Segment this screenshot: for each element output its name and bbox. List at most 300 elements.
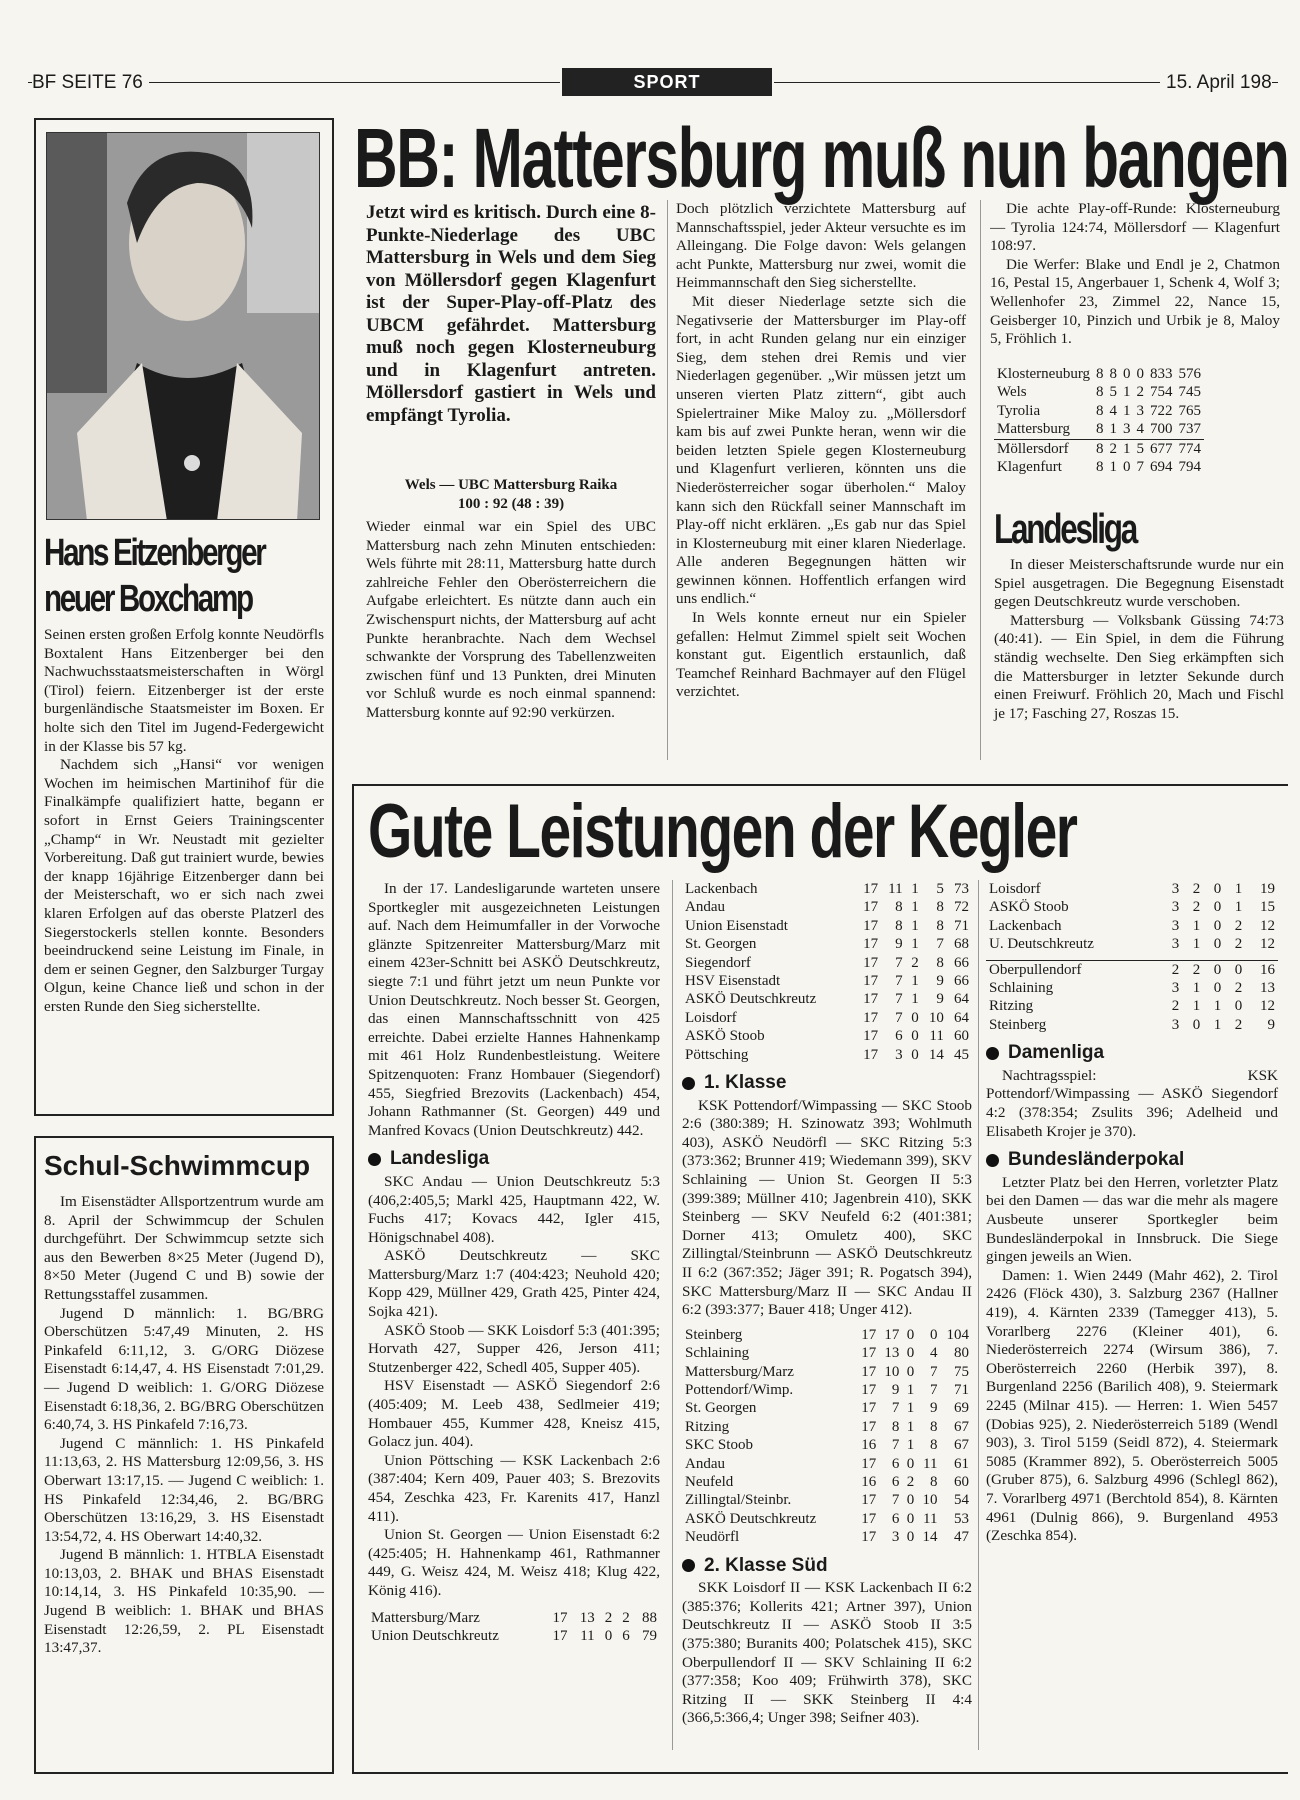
stat-cell: 2	[604, 1609, 613, 1626]
stat-cell: 1	[1234, 899, 1243, 916]
table-row	[682, 1473, 972, 1491]
stat-cell: 9	[891, 1382, 900, 1398]
stat-cell: 53	[954, 1510, 969, 1527]
team-name-cell: Siegendorf	[685, 954, 751, 971]
stat-cell: 11	[888, 881, 903, 897]
boxer-photo	[46, 132, 320, 520]
table-row	[682, 1363, 972, 1381]
stat-cell: 0	[604, 1627, 613, 1644]
stat-cell: 2	[1192, 899, 1201, 916]
basketball-landesliga-headline: Landesliga	[994, 505, 1137, 552]
stat-cell: 16	[861, 1437, 877, 1454]
team-name-cell: Ritzing	[989, 998, 1034, 1015]
stat-cell: 17	[863, 1009, 879, 1026]
team-name-cell: Mattersburg	[997, 421, 1071, 438]
stat-cell: 0	[1192, 1016, 1201, 1033]
stat-cell: 3	[1171, 881, 1180, 897]
result-paragraph: Union St. Georgen — Union Eisenstadt 6:2 (425:405; H. Hahnenkamp 461, Rathmanner 449, G. Weisz 424, M. Weisz 418; Klug 422, König 416).	[368, 1526, 660, 1599]
stat-cell: 700	[1150, 421, 1173, 438]
stat-cell: 794	[1178, 459, 1202, 476]
stat-cell: 17	[861, 1400, 877, 1417]
team-name-cell: Schlaining	[685, 1345, 750, 1362]
stat-cell: 17	[863, 954, 879, 971]
stat-cell: 7	[936, 936, 944, 953]
stat-cell: 8	[1096, 421, 1104, 438]
section-tag: SPORT	[562, 68, 772, 96]
stat-cell: 1	[1192, 917, 1201, 934]
stat-cell: 60	[954, 1474, 969, 1491]
stat-cell: 64	[954, 991, 969, 1008]
swim-paragraph: Jugend D männlich: 1. BG/BRG Oberschützen 5:47,49 Minuten, 2. HS Pinkafeld 6:11,12, 3. G/ORG Diözese Eisenstadt 6:14,47, 4. HS Eisenstadt 7:01,29. — Jugend D weiblich: 1. G/ORG Diözese Eisenstadt 6:18,36, 2. BG/BRG Oberschützen 6:40,74, 3. HS Pinkafeld 7:16,73.	[44, 1304, 324, 1434]
stat-cell: 4	[1136, 421, 1145, 438]
table-row	[994, 420, 1204, 439]
stat-cell: 64	[954, 1009, 969, 1026]
stat-cell: 0	[906, 1492, 915, 1509]
stat-cell: 68	[954, 936, 969, 953]
table-row	[368, 1627, 660, 1645]
stat-cell: 754	[1150, 384, 1173, 401]
table-row	[994, 402, 1204, 420]
kegler-col3	[986, 880, 1278, 1546]
kegler-col1	[368, 880, 660, 1645]
stat-cell: 2	[1234, 917, 1243, 934]
section-label: 1. Klasse	[704, 1072, 787, 1094]
table-row	[682, 1510, 972, 1528]
table-row	[986, 880, 1278, 898]
stat-cell: 10	[884, 1363, 900, 1380]
stat-cell: 7	[929, 1382, 938, 1398]
result-paragraph: KSK Pottendorf/Wimpassing — SKC Stoob 2:6 (380:389; H. Szinowatz 393; Wohlmuth 403), ASKÖ Neudörfl — SKC Ritzing 5:3 (373:362; Brunner 419; Wiedemann 399), SKV Schlaining — Union St. Georgen II 5:3 (399:389; Müllner 410; Jagenbrein 410), SKK Steinberg — SKV Neufeld 6:2 (401:381; Dorner 413; Omuletz 400), SKC Zillingtal/Steinbrunn — ASKÖ Deutschkreutz II 6:2 (367:352; Jäger 391; R. Pogatsch 394), SKC Mattersburg/Marz II — SKC Andau II 6:2 (393:377; Bauer 418; Unger 412).	[682, 1096, 972, 1319]
stat-cell: 8	[1109, 366, 1118, 382]
stat-cell: 745	[1178, 384, 1202, 401]
stat-cell: 17	[861, 1363, 877, 1380]
stat-cell: 17	[863, 973, 879, 990]
table-row	[682, 935, 972, 953]
team-name-cell: ASKÖ Deutschkreutz	[685, 1510, 817, 1527]
stat-cell: 104	[946, 1326, 969, 1343]
stat-cell: 80	[954, 1345, 969, 1362]
stat-cell: 1	[911, 973, 919, 990]
result-paragraph: ASKÖ Stoob — SKK Loisdorf 5:3 (401:395; Horvath 427, Supper 426, Jerson 411; Stutzenberger 422, Schedl 405, Supper 405).	[368, 1321, 660, 1376]
stat-cell: 0	[906, 1363, 915, 1380]
stat-cell: 66	[954, 954, 969, 971]
stat-cell: 69	[954, 1400, 969, 1417]
basketball-lead: Jetzt wird es kritisch. Durch eine 8-Punkte-Niederlage des UBC Mattersburg in Wels und dem Sieg von Möllersdorf gegen Klagenfurt ist der Super-Play-off-Platz des UBCM gefährdet. Mattersburg muß noch gegen Klosterneuburg und in Klagenfurt antreten. Möllersdorf gastiert in Wels und empfängt Tyrolia.	[366, 202, 656, 426]
stat-cell: 2	[1234, 936, 1243, 953]
stat-cell: 833	[1150, 366, 1173, 382]
stat-cell: 67	[954, 1418, 969, 1435]
stat-cell: 1	[911, 899, 919, 916]
stat-cell: 1	[911, 936, 919, 953]
boxer-headline-line2: neuer Boxchamp	[44, 578, 252, 620]
stat-cell: 11	[923, 1455, 938, 1472]
stat-cell: 737	[1178, 421, 1202, 438]
team-name-cell: Pöttsching	[685, 1046, 749, 1063]
stat-cell: 8	[936, 917, 944, 934]
swim-article-body	[44, 1193, 324, 1658]
stat-cell: 60	[954, 1028, 969, 1045]
stat-cell: 17	[861, 1345, 877, 1362]
basketball-headline: BB: Mattersburg muß nun bangen	[354, 111, 1289, 205]
landesliga-paragraph: In dieser Meisterschaftsrunde wurde nur ein Spiel ausgetragen. Die Begegnung Eisenstadt gegen Deutschkreutz wurde verschoben.	[994, 556, 1284, 611]
table-row	[368, 1609, 660, 1627]
kegler-klasse1-head	[682, 1074, 972, 1093]
team-name-cell: Klosterneuburg	[997, 366, 1091, 382]
stat-cell: 71	[954, 917, 969, 934]
page-label: BF SEITE 76	[32, 72, 149, 94]
basketball-paragraph: Doch plötzlich verzichtete Mattersburg auf Mannschaftsspiel, jeder Akteur versuchte es im Alleingang. Die Folge davon: Wels gelangen acht Punkte, Mattersburg nur zwei, womit die Heimmannschaft den Sieg sicherstellte.	[676, 200, 966, 292]
team-name-cell: Klagenfurt	[997, 459, 1062, 476]
stat-cell: 0	[1213, 881, 1222, 897]
stat-cell: 576	[1178, 366, 1202, 382]
stat-cell: 3	[895, 1046, 903, 1063]
swim-headline: Schul-Schwimmcup	[44, 1150, 311, 1181]
stat-cell: 2	[1161, 960, 1182, 979]
stat-cell: 7	[891, 1437, 900, 1454]
stat-cell: 1	[1213, 998, 1222, 1015]
team-name-cell: Möllersdorf	[994, 439, 1093, 458]
basketball-body-col1	[366, 518, 656, 723]
stat-cell: 8	[1096, 384, 1104, 401]
stat-cell: 0	[911, 1046, 919, 1063]
table-row	[682, 1381, 972, 1399]
stat-cell: 17	[552, 1609, 568, 1626]
stat-cell: 17	[861, 1510, 877, 1527]
table-row	[682, 1528, 972, 1546]
stat-cell: 45	[954, 1046, 969, 1063]
stat-cell: 8	[929, 1437, 938, 1454]
stat-cell: 2	[1192, 881, 1201, 897]
boxer-headline-line1: Hans Eitzenberger	[44, 532, 265, 574]
stat-cell: 1	[911, 917, 919, 934]
stat-cell: 67	[954, 1437, 969, 1454]
team-name-cell: Zillingtal/Steinbr.	[685, 1492, 792, 1509]
result-paragraph: SKK Loisdorf II — KSK Lackenbach II 6:2 (385:376; Kollerits 421; Artner 397), Union Deutschkreutz II — ASKÖ Stoob II 3:5 (375:380; Buranits 400; Polatschek 415), SKC Oberpullendorf II — SKV Schlaining II 6:2 (377:358; Koo 409; Frühwirth 378), SKC Ritzing II — SKK Steinberg II 4:4 (366,5:366,4; Unger 398; Seifner 403).	[682, 1579, 972, 1727]
table-row	[682, 1418, 972, 1436]
kegler-intro: In der 17. Landesligarunde warteten unsere Sportkegler mit ausgezeichneten Leistungen auf. Nach dem Heimumfaller in der Vorwoche glänzte Spitzenreiter Mattersburg/Marz mit einem 423er-Schnitt bei ASKÖ Deutschkreutz, siegte 7:1 und führt jetzt um neun Punkte vor Union Deutschkreutz. Noch besser St. Georgen, das einen Mannschaftsschnitt von 425 erreichte. Dabei erzielte Hannes Hahnenkamp mit 461 Holz Rundenbestleistung. Weitere Spitzenquoten: Franz Hombauer (Siegendorf) 455, Siegfried Brezovits (Lackenbach) 454, Johann Rathmanner (St. Georgen) 449 und Manfred Kovacs (Union Deutschkreutz) 442.	[368, 880, 660, 1139]
stat-cell: 2	[906, 1474, 915, 1491]
stat-cell: 3	[1171, 980, 1180, 997]
stat-cell: 0	[1213, 917, 1222, 934]
stat-cell: 3	[1171, 899, 1180, 916]
stat-cell: 7	[891, 1492, 900, 1509]
stat-cell: 17	[861, 1455, 877, 1472]
stat-cell: 17	[863, 936, 879, 953]
boxer-paragraph: Nachdem sich „Hansi“ vor wenigen Wochen im heimischen Martinihof für die Finalkämpfe qualifiziert hatte, begann er sofort in Ernst Geiers Trainingscenter „Champ“ in Wr. Neustadt mit gezielter Vorbereitung. Daß gut trainiert wurde, bewies der knapp 16jährige Eitzenberger dann bei der Meisterschaft, wo er sich nach zwei klaren Erfolgen auf das oberste Platzerl des Siegerstockerls stellen konnte. Besonders beeindruckend seine Leistung im Finale, in dem er seinen Gegner, den Salzburger Turgay Olgun, keine Chance ließ und schon in der ersten Runde den Sieg sicherstellte.	[44, 756, 324, 1015]
stat-cell: 1	[906, 1400, 915, 1417]
stat-cell: 0	[1213, 936, 1222, 953]
stat-cell: 1	[1120, 439, 1134, 458]
kegler-landesliga-head	[368, 1150, 660, 1169]
team-name-cell: Andau	[685, 1455, 725, 1472]
team-name-cell: Loisdorf	[989, 881, 1041, 897]
stat-cell: 3	[1123, 421, 1131, 438]
stat-cell: 3	[1171, 1016, 1180, 1033]
stat-cell: 8	[895, 917, 903, 934]
stat-cell: 6	[895, 1028, 903, 1045]
stat-cell: 0	[906, 1345, 915, 1362]
team-name-cell: Union Deutschkreutz	[371, 1627, 499, 1644]
team-name-cell: Oberpullendorf	[986, 960, 1161, 979]
basketball-body-col2	[676, 200, 966, 702]
table-row	[682, 954, 972, 972]
table-row	[682, 1491, 972, 1509]
stat-cell: 75	[954, 1363, 969, 1380]
table-row	[682, 1046, 972, 1064]
table-row	[682, 1009, 972, 1027]
team-name-cell: ASKÖ Stoob	[685, 1028, 765, 1045]
stat-cell: 7	[895, 991, 903, 1008]
stat-cell: 8	[1096, 402, 1104, 419]
stat-cell: 12	[1260, 936, 1275, 953]
kegler-klasse2-table-a	[986, 880, 1278, 954]
stat-cell: 5	[1134, 439, 1148, 458]
stat-cell: 16	[861, 1474, 877, 1491]
stat-cell: 6	[891, 1474, 900, 1491]
stat-cell: 8	[1093, 439, 1107, 458]
column-rule	[667, 200, 668, 760]
stat-cell: 2	[1234, 980, 1243, 997]
stat-cell: 0	[1213, 899, 1222, 916]
stat-cell: 9	[936, 991, 944, 1008]
team-name-cell: Wels	[997, 384, 1027, 401]
stat-cell: 17	[861, 1326, 877, 1343]
table-row	[682, 972, 972, 990]
stat-cell: 17	[863, 991, 879, 1008]
stat-cell: 16	[1245, 960, 1278, 979]
stat-cell: 11	[923, 1510, 938, 1527]
boxer-headline	[44, 530, 270, 622]
team-name-cell: Lackenbach	[685, 881, 758, 897]
stat-cell: 10	[922, 1492, 938, 1509]
stat-cell: 2	[911, 954, 919, 971]
stat-cell: 0	[906, 1510, 915, 1527]
table-row	[994, 439, 1204, 458]
stat-cell: 54	[954, 1492, 969, 1509]
team-name-cell: St. Georgen	[685, 1400, 757, 1417]
stat-cell: 1	[906, 1382, 915, 1398]
stat-cell: 17	[552, 1627, 568, 1644]
stat-cell: 0	[906, 1455, 915, 1472]
table-row	[986, 898, 1278, 916]
team-name-cell: SKC Stoob	[685, 1437, 753, 1454]
stat-cell: 9	[936, 973, 944, 990]
result-paragraph: Nachtragsspiel: KSK Pottendorf/Wimpassing — ASKÖ Siegendorf 4:2 (378:354; Zsulits 396; Adelheid und Elisabeth Krojer je 370).	[986, 1066, 1278, 1140]
boxer-portrait-graphic	[47, 133, 320, 520]
stat-cell: 17	[861, 1492, 877, 1509]
kegler-damen-head	[986, 1044, 1278, 1063]
stat-cell: 8	[936, 899, 944, 916]
stat-cell: 2	[1107, 439, 1121, 458]
stat-cell: 0	[1213, 980, 1222, 997]
stat-cell: 17	[863, 1028, 879, 1045]
stat-cell: 0	[1136, 366, 1145, 382]
kegler-headline: Gute Leistungen der Kegler	[368, 789, 1077, 874]
stat-cell: 17	[863, 899, 879, 916]
team-name-cell: ASKÖ Deutschkreutz	[685, 991, 817, 1008]
stat-cell: 8	[1096, 459, 1104, 476]
stat-cell: 0	[911, 1009, 919, 1026]
stat-cell: 13	[884, 1345, 900, 1362]
team-name-cell: Union Eisenstadt	[685, 917, 788, 934]
stat-cell: 5	[936, 881, 944, 897]
game-score: 100 : 92 (48 : 39)	[457, 496, 565, 512]
stat-cell: 9	[1267, 1016, 1275, 1033]
team-name-cell: Loisdorf	[685, 1009, 737, 1026]
stat-cell: 1	[1123, 402, 1131, 419]
stat-cell: 47	[954, 1529, 969, 1546]
stat-cell: 8	[891, 1418, 900, 1435]
stat-cell: 4	[929, 1345, 938, 1362]
bullet-icon	[368, 1153, 381, 1166]
stat-cell: 8	[936, 954, 944, 971]
team-name-cell: Mattersburg/Marz	[685, 1363, 794, 1380]
stat-cell: 6	[622, 1627, 630, 1644]
basketball-paragraph: Mit dieser Niederlage setzte sich die Negativserie der Mattersburger im Play-off fort, in acht Runden gelang nur ein einziger Sieg, dem stehen drei Remis und vier Niederlagen gegenüber. „Wir müssen jetzt um unseren vierten Platz zittern“, gibt auch Spielertrainer Mike Maloy zu. „Möllersdorf kam bis auf zwei Punkte heran, wenn wir die beiden letzten Spiele gegen Klosterneuburg und Klagenfurt verlieren, könnten uns die Niederösterreicher sogar überholen.“ Maloy kann sich den Rückfall seiner Mannschaft im Play-off nicht erklären. „Es gab nur das Spiel in Klosterneuburg mit einer klaren Niederlage. Alle anderen Begegnungen hätten wir gewinnen können. Hoffentlich erfangen wird uns endlich.“	[676, 292, 966, 608]
stat-cell: 8	[895, 899, 903, 916]
stat-cell: 0	[929, 1326, 938, 1343]
column-rule	[978, 880, 979, 1750]
stat-cell: 0	[1224, 960, 1245, 979]
bullet-icon	[682, 1077, 695, 1090]
stat-cell: 1	[1192, 936, 1201, 953]
stat-cell: 88	[642, 1609, 657, 1626]
stat-cell: 765	[1178, 402, 1202, 419]
stat-cell: 17	[861, 1382, 877, 1398]
team-name-cell: Steinberg	[989, 1016, 1047, 1033]
stat-cell: 15	[1260, 899, 1275, 916]
stat-cell: 0	[1123, 459, 1131, 476]
stat-cell: 17	[863, 881, 879, 897]
stat-cell: 1	[1234, 881, 1243, 897]
kegler-pokal-head	[986, 1151, 1278, 1170]
section-label: Landesliga	[390, 1148, 490, 1170]
stat-cell: 71	[954, 1382, 969, 1398]
stat-cell: 17	[863, 917, 879, 934]
stat-cell: 12	[1260, 998, 1275, 1015]
stat-cell: 13	[579, 1609, 595, 1626]
game-teams: Wels — UBC Mattersburg Raika	[404, 477, 618, 493]
team-name-cell: Mattersburg/Marz	[371, 1609, 480, 1626]
result-paragraph: Damen: 1. Wien 2449 (Mahr 462), 2. Tirol 2426 (Flöck 430), 3. Salzburg 2367 (Hallner 419), 4. Kärnten 2339 (Tamegger 413), 5. Vorarlberg 2276 (Kleiner 401), 6. Niederösterreich 2274 (Wirsum 386), 7. Oberösterreich 2260 (Herbik 397), 8. Burgenland 2256 (Barilich 408), 9. Steiermark 2245 (Milnar 415). — Herren: 1. Wien 5457 (Dobias 925), 2. Niederösterreich 5189 (Wendl 903), 3. Tirol 5159 (Seidl 872), 4. Steiermark 5085 (Krammer 892), 5. Oberösterreich 5005 (Gruber 875), 6. Salzburg 4996 (Schlegl 862), 7. Vorarlberg 4971 (Berchtold 854), 8. Kärnten 4961 (Dulnig 866), 9. Burgenland 4953 (Zeschka 854).	[986, 1266, 1278, 1545]
result-paragraph: SKC Andau — Union Deutschkreutz 5:3 (406,2:405,5; Markl 425, Hauptmann 422, W. Fuchs 417; Kovacs 442, Igler 415, Hönigschnabel 408).	[368, 1172, 660, 1246]
table-row	[682, 1027, 972, 1045]
boxer-article-body	[44, 626, 324, 1016]
swim-paragraph: Im Eisenstädter Allsportzentrum wurde am 8. April der Schwimmcup der Schulen durchgeführt. Der Schwimmcup setzte sich aus den Bewerben 8×25 Meter (Jugend D), 8×50 Meter (Jugend C und B) sowie der Rettungsstaffel zusammen.	[44, 1193, 324, 1303]
stat-cell: 8	[929, 1474, 938, 1491]
table-row	[682, 880, 972, 898]
stat-cell: 774	[1176, 439, 1205, 458]
bullet-icon	[986, 1047, 999, 1060]
stat-cell: 2	[1171, 998, 1180, 1015]
table-row	[986, 935, 1278, 953]
stat-cell: 17	[884, 1326, 900, 1343]
stat-cell: 19	[1260, 881, 1275, 897]
stat-cell: 1	[1213, 1016, 1222, 1033]
stat-cell: 7	[929, 1363, 938, 1380]
stat-cell: 8	[1096, 366, 1104, 382]
stat-cell: 13	[1260, 980, 1275, 997]
boxer-paragraph: Seinen ersten großen Erfolg konnte Neudörfls Boxtalent Hans Eitzenberger bei den Nachwuchsstaatsmeisterschaften in Wörgl (Tirol) feiern. Eitzenberger ist der erste burgenländische Staatsmeister im Boxen. Er holte sich den Titel im Jugend-Federgewicht in der Klasse bis 57 kg.	[44, 626, 324, 755]
stat-cell: 12	[1260, 917, 1275, 934]
stat-cell: 0	[906, 1326, 915, 1343]
stat-cell: 0	[906, 1529, 915, 1546]
table-row	[682, 990, 972, 1008]
table-row	[682, 1326, 972, 1344]
stat-cell: 7	[895, 1009, 903, 1026]
result-paragraph: Letzter Platz bei den Herren, vorletzter Platz bei den Damen — das war die mehr als magere Ausbeute unserer Sportkegler beim Bundesländerpokal in Innsbruck. Die Siege gingen jeweils an Wien.	[986, 1173, 1278, 1266]
stat-cell: 7	[895, 954, 903, 971]
team-name-cell: Ritzing	[685, 1418, 730, 1435]
basketball-paragraph: Die Werfer: Blake und Endl je 2, Chatmon 16, Pestal 15, Angerbauer 1, Schenk 4, Wolf 3; Wellenhofer 23, Zimmel 22, Nance 15, Geisberger 10, Pinzich und Urbik je 8, Maloy 5, Fröhlich 1.	[990, 255, 1280, 348]
kegler-klasse2-table-b	[986, 960, 1278, 1035]
table-row	[682, 1455, 972, 1473]
kegler-landesliga-table-part2	[682, 880, 972, 1064]
stat-cell: 10	[928, 1009, 944, 1026]
stat-cell: 17	[863, 1046, 879, 1063]
stat-cell: 7	[895, 973, 903, 990]
basketball-standings	[994, 365, 1204, 476]
table-row	[994, 365, 1204, 383]
table-row	[994, 458, 1204, 476]
stat-cell: 3	[891, 1529, 900, 1546]
stat-cell: 677	[1147, 439, 1176, 458]
team-name-cell: Pottendorf/Wimp.	[685, 1382, 794, 1398]
table-row	[682, 917, 972, 935]
stat-cell: 1	[911, 881, 919, 897]
basketball-paragraph: Die achte Play-off-Runde: Klosterneuburg — Tyrolia 124:74, Möllersdorf — Klagenfurt 108:97.	[990, 200, 1280, 255]
stat-cell: 1	[906, 1418, 915, 1435]
stat-cell: 1	[1192, 998, 1201, 1015]
team-name-cell: St. Georgen	[685, 936, 757, 953]
table-row	[682, 898, 972, 916]
stat-cell: 3	[1171, 917, 1180, 934]
stat-cell: 0	[1203, 960, 1224, 979]
team-name-cell: ASKÖ Stoob	[989, 899, 1069, 916]
stat-cell: 722	[1150, 402, 1173, 419]
swim-paragraph: Jugend C männlich: 1. HS Pinkafeld 11:13,63, 2. HS Mattersburg 12:09,56, 3. HS Oberwart 13:17,15. — Jugend C weiblich: 1. HS Pinkafeld 12:34,46, 2. BG/BRG Oberschützen 13:16,29, 3. HS Eisenstadt 13:54,72, 4. HS Oberwart 14:40,32.	[44, 1434, 324, 1545]
stat-cell: 17	[861, 1418, 877, 1435]
table-row	[986, 960, 1278, 979]
stat-cell: 1	[1192, 980, 1201, 997]
team-name-cell: Steinberg	[685, 1326, 743, 1343]
kegler-landesliga-table-part1	[368, 1609, 660, 1646]
stat-cell: 3	[1171, 936, 1180, 953]
result-paragraph: ASKÖ Deutschkreutz — SKC Mattersburg/Marz 1:7 (404:423; Neuhold 420; Kopp 429, Müllner 429, Grath 425, Pinter 424, Sojka 421).	[368, 1247, 660, 1321]
kegler-klasse1-table	[682, 1326, 972, 1547]
table-row	[682, 1344, 972, 1362]
table-row	[682, 1399, 972, 1417]
section-label: Damenliga	[1008, 1042, 1105, 1064]
stat-cell: 6	[891, 1510, 900, 1527]
stat-cell: 2	[1234, 1016, 1243, 1033]
table-row	[986, 1016, 1278, 1034]
landesliga-paragraph: Mattersburg — Volksbank Güssing 74:73 (40:41). — Ein Spiel, in dem die Führung ständig wechselte. Den Sieg erkämpften sich die Mattersburger in letzter Sekunde durch einen Freiwurf. Fröhlich 20, Mach und Fischl je 17; Fasching 27, Roszas 15.	[994, 611, 1284, 722]
stat-cell: 11	[580, 1627, 595, 1644]
result-paragraph: Union Pöttsching — KSK Lackenbach 2:6 (387:404; Kern 409, Pauer 403; S. Brezovits 454, Zeschka 423, Fr. Karenits 417, Hanzl 411).	[368, 1451, 660, 1525]
stat-cell: 5	[1109, 384, 1118, 401]
stat-cell: 61	[954, 1455, 969, 1472]
result-paragraph: HSV Eisenstadt — ASKÖ Siegendorf 2:6 (405:409; M. Leeb 438, Sedlmeier 419; Hombauer 455, Kummer 428, Kneisz 415, Golacz jun. 404).	[368, 1377, 660, 1451]
stat-cell: 1	[1109, 459, 1118, 476]
stat-cell: 4	[1109, 402, 1118, 419]
bullet-icon	[986, 1154, 999, 1167]
stat-cell: 0	[911, 1028, 919, 1045]
stat-cell: 1	[911, 991, 919, 1008]
stat-cell: 1	[906, 1437, 915, 1454]
stat-cell: 9	[929, 1400, 938, 1417]
table-row	[994, 383, 1204, 401]
